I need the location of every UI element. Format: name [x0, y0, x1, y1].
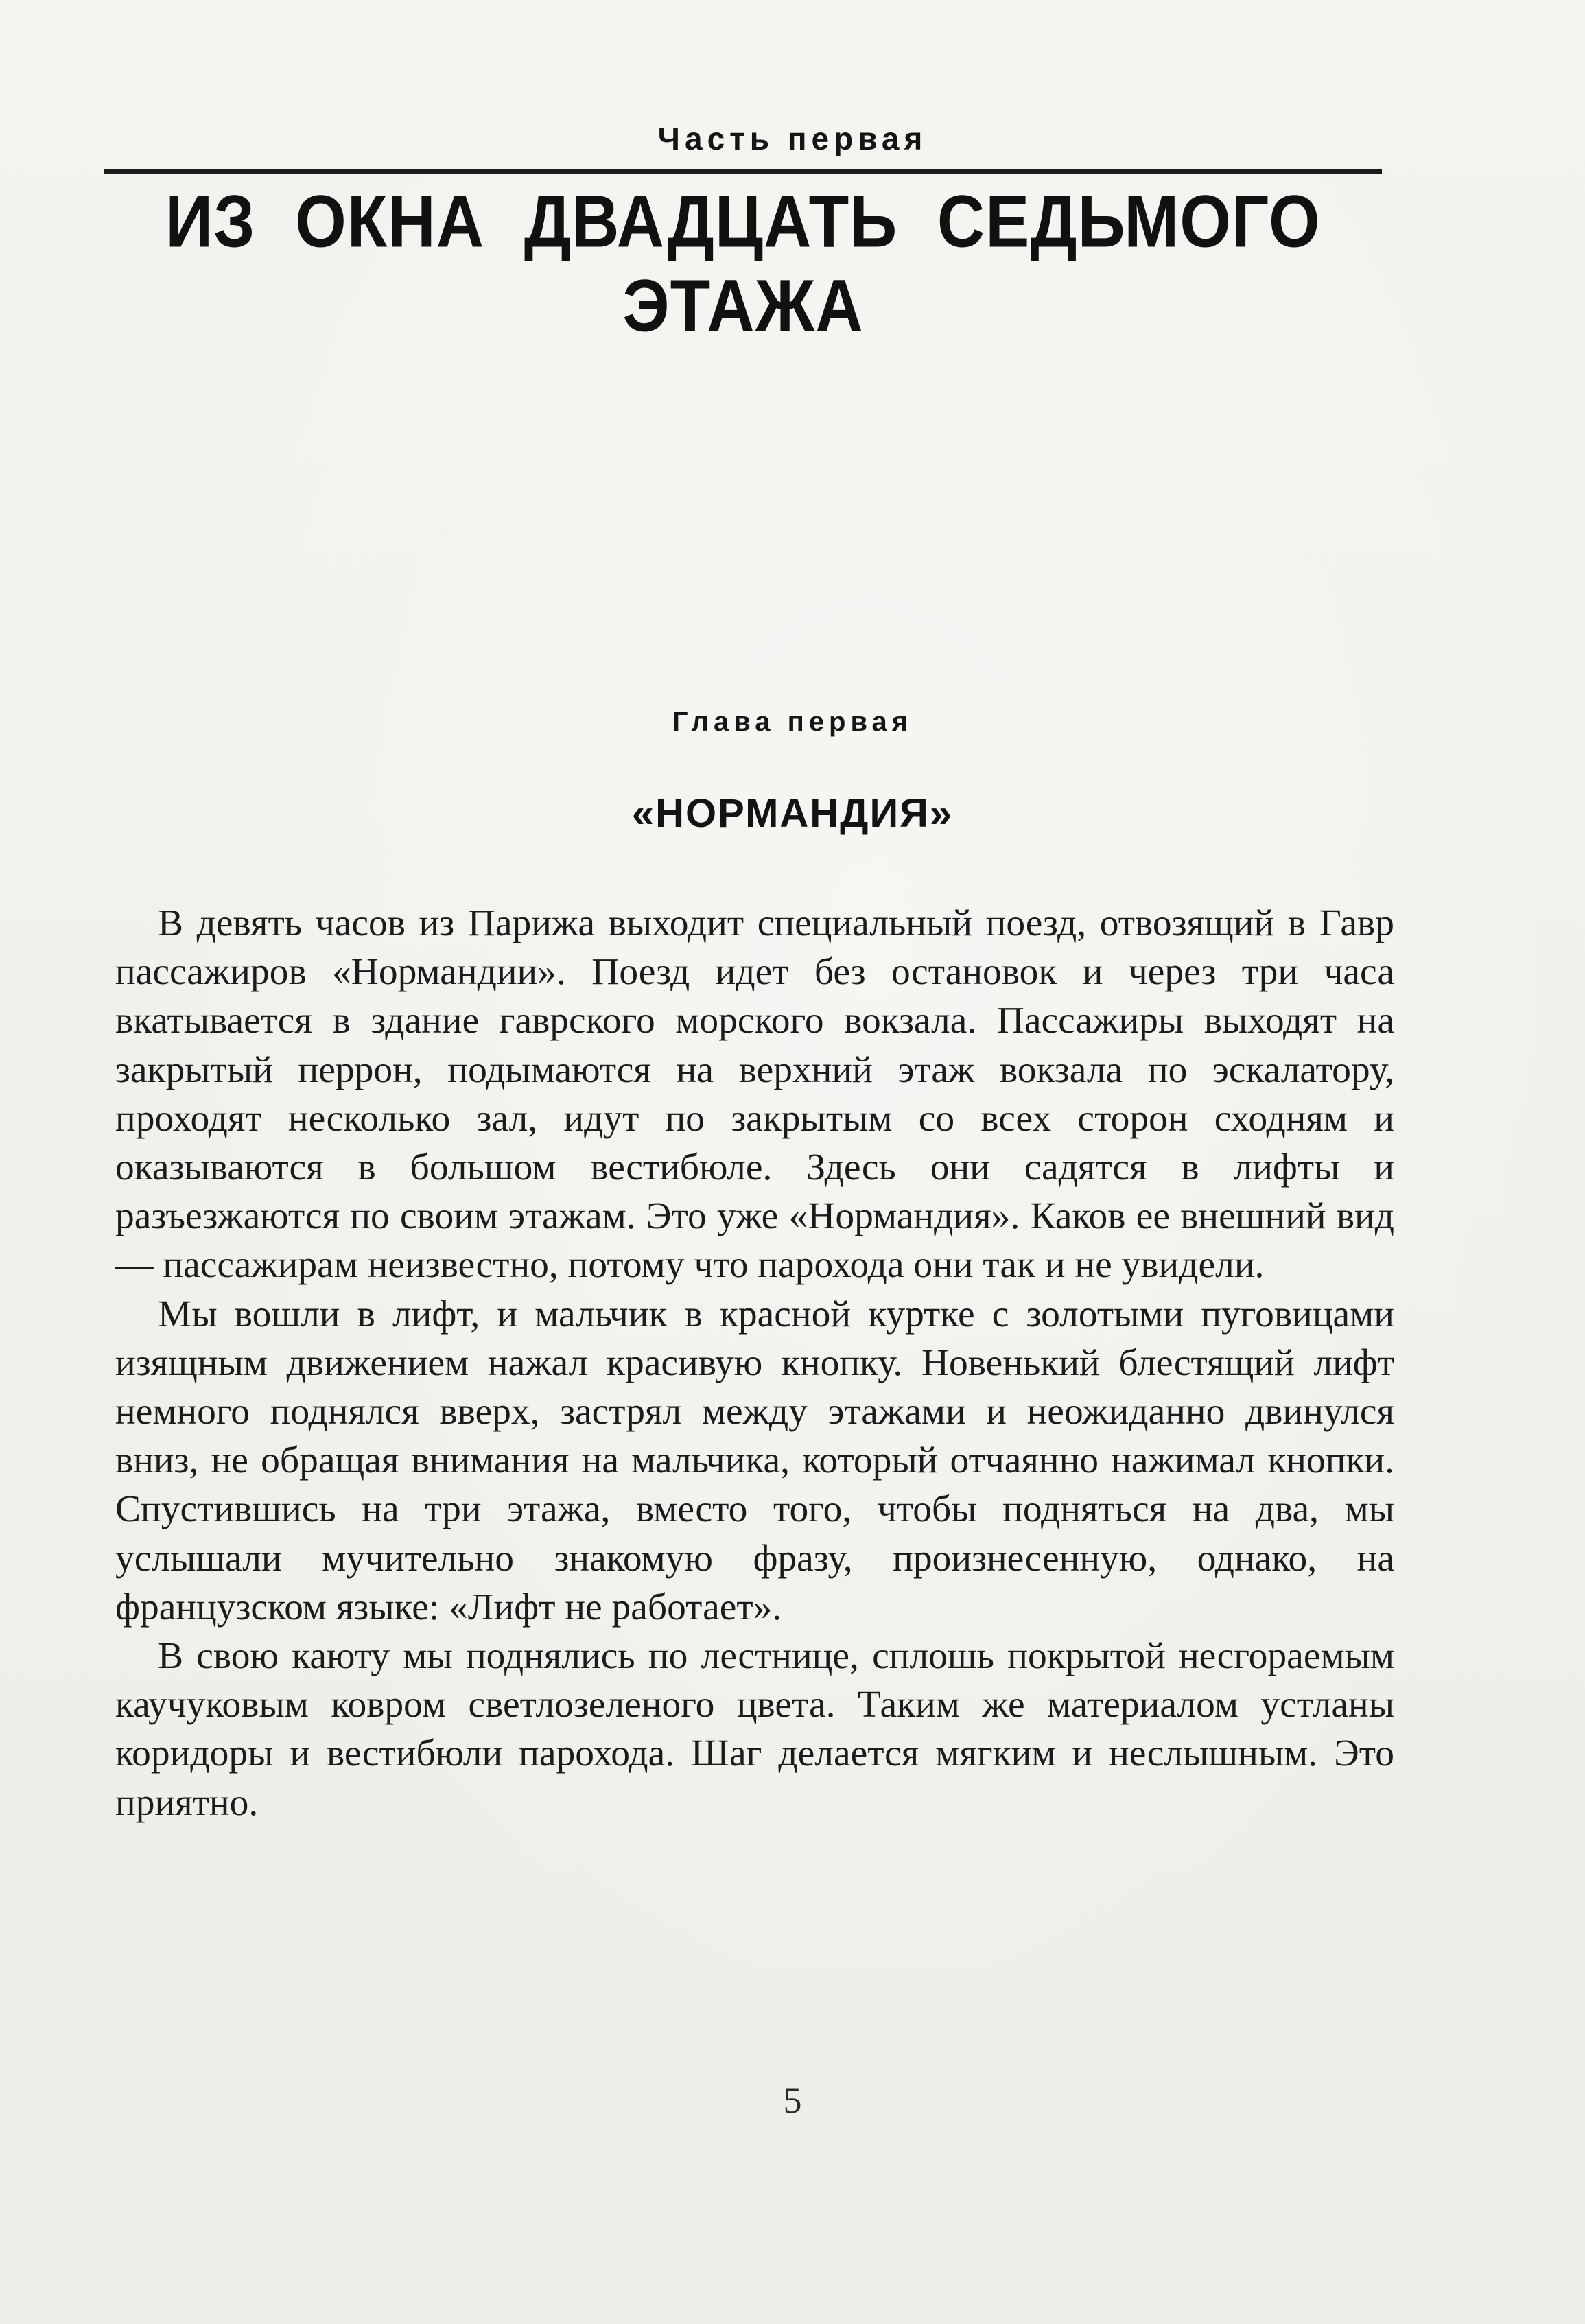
chapter-title: «НОРМАНДИЯ»	[631, 791, 954, 836]
part-label: Часть первая	[657, 121, 928, 156]
part-title: ИЗ ОКНА ДВАДЦАТЬ СЕДЬМОГО ЭТАЖА	[165, 180, 1321, 348]
chapter-label: Глава первая	[672, 707, 913, 737]
paragraph: В свою каюту мы поднялись по лестнице, сплошь покрытой несгораемым каучуковым ковром светлозеленого цвета. Таким же материалом устланы коридоры и вестибюли парохода. Шаг делается мягким и неслышным. Это приятно.	[115, 1635, 1394, 1824]
part-divider-rule	[104, 169, 1382, 174]
chapter-body	[115, 899, 1394, 1827]
page-number: 5	[783, 2080, 802, 2121]
paragraph: В девять часов из Парижа выходит специальный поезд, отвозящий в Гавр пассажиров «Нормандии». Поезд идет без остановок и через три часа вкатывается в здание гаврского морского вокзала. Пассажиры выходят на закрытый перрон, подымаются на верхний этаж вокзала по эскалатору, проходят несколько зал, идут по закрытым со всех сторон сходням и оказываются в большом вестибюле. Здесь они садятся в лифты и разъезжаются по своим этажам. Это уже «Нормандия». Каков ее внешний вид — пассажирам неизвестно, потому что парохода они так и не увидели.	[115, 902, 1394, 1287]
paragraph: Мы вошли в лифт, и мальчик в красной куртке с золотыми пуговицами изящным движением нажал красивую кнопку. Новенький блестящий лифт немного поднялся вверх, застрял между этажами и неожиданно двинулся вниз, не обращая внимания на мальчика, который отчаянно нажимал кнопки. Спустившись на три этажа, вместо того, чтобы подняться на два, мы услышали мучительно знакомую фразу, произнесенную, однако, на французском языке: «Лифт не работает».	[115, 1293, 1394, 1628]
